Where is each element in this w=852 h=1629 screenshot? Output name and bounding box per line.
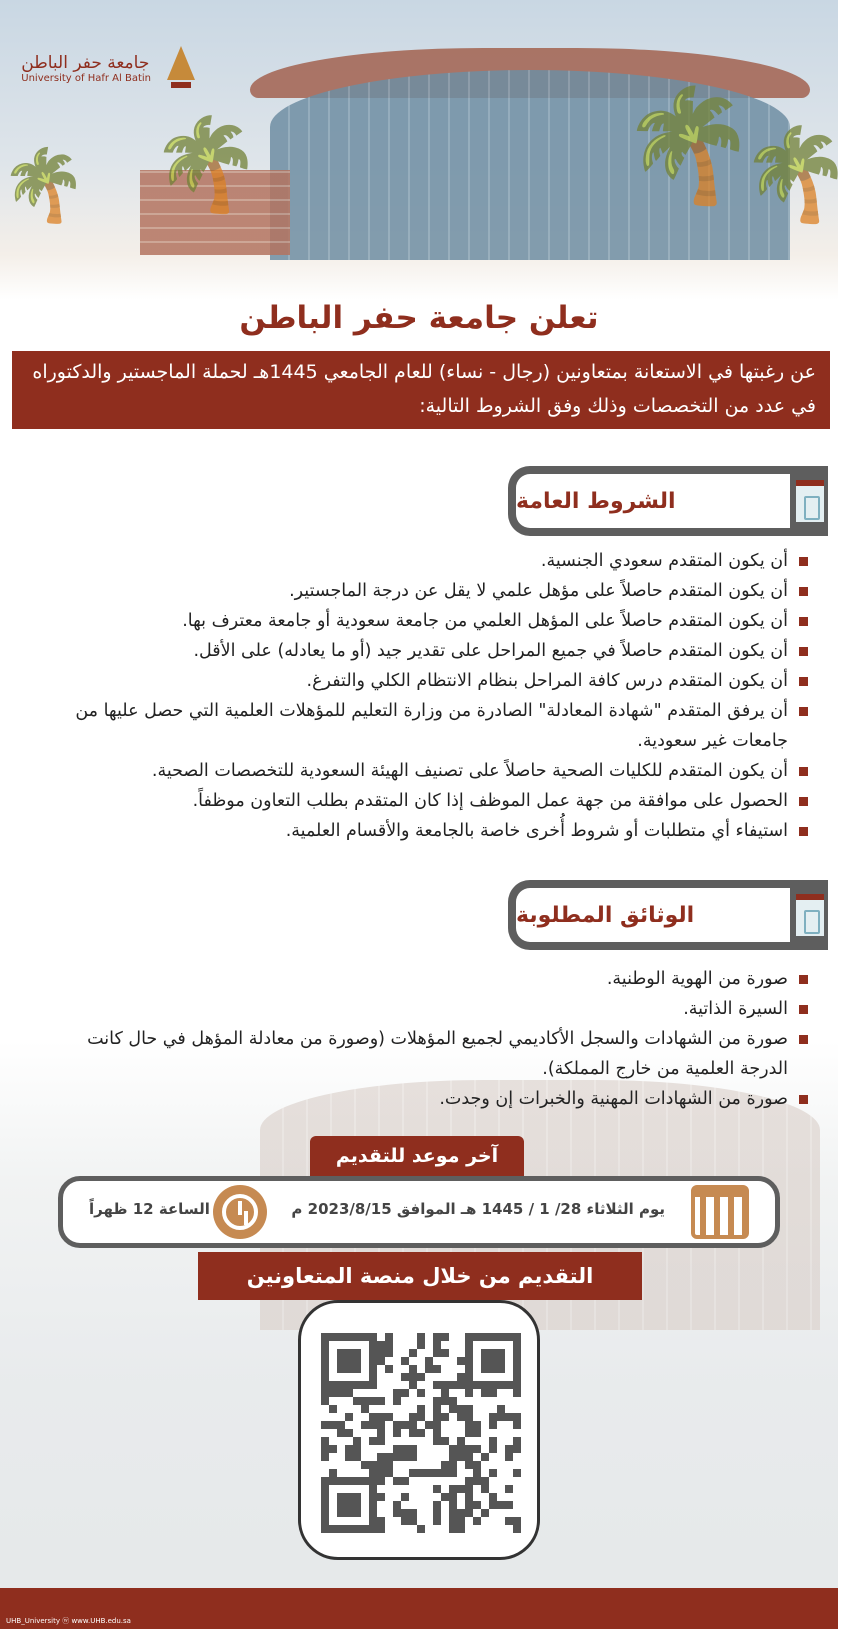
university-logo xyxy=(18,38,203,98)
palm-tree-icon: 🌴 xyxy=(0,144,88,226)
list-item: الحصول على موافقة من جهة عمل الموظف إذا كان المتقدم بطلب التعاون موظفاً. xyxy=(20,786,810,816)
list-item: صورة من الشهادات المهنية والخبرات إن وجدت. xyxy=(60,1084,810,1114)
deadline-box xyxy=(58,1176,780,1248)
required-documents-heading: الوثائق المطلوبة xyxy=(516,902,695,928)
list-item: أن يكون المتقدم درس كافة المراحل بنظام الانتظام الكلي والتفرغ. xyxy=(20,666,810,696)
palm-tree-icon: 🌴 xyxy=(620,81,757,209)
list-item: أن يكون المتقدم حاصلاً على المؤهل العلمي من جامعة سعودية أو جامعة معترف بها. xyxy=(20,606,810,636)
required-documents-list xyxy=(60,964,810,1114)
logo-arabic-name: جامعة حفر الباطن xyxy=(21,52,150,73)
list-item: أن يكون المتقدم حاصلاً على مؤهل علمي لا يقل عن درجة الماجستير. xyxy=(20,576,810,606)
list-item: أن يكون المتقدم سعودي الجنسية. xyxy=(20,546,810,576)
general-conditions-list xyxy=(20,546,810,846)
palm-tree-icon: 🌴 xyxy=(740,122,852,227)
list-item: أن يكون المتقدم للكليات الصحية حاصلاً على تصنيف الهيئة السعودية للتخصصات الصحية. xyxy=(20,756,810,786)
footer-bar xyxy=(0,1588,838,1629)
calendar-icon xyxy=(691,1185,749,1239)
footer-social-text: UHB_University ⓦ www.UHB.edu.sa xyxy=(6,1617,131,1625)
list-item: أن يكون المتقدم حاصلاً في جميع المراحل على تقدير جيد (أو ما يعادله) على الأقل. xyxy=(20,636,810,666)
university-emblem-icon xyxy=(159,42,203,94)
general-conditions-heading: الشروط العامة xyxy=(516,488,676,514)
deadline-time: الساعة 12 ظهراً xyxy=(89,1200,210,1218)
document-icon xyxy=(796,894,824,936)
list-item: صورة من الهوية الوطنية. xyxy=(60,964,810,994)
required-documents-header xyxy=(508,880,828,950)
general-conditions-header xyxy=(508,466,828,536)
list-item: استيفاء أي متطلبات أو شروط أُخرى خاصة بالجامعة والأقسام العلمية. xyxy=(20,816,810,846)
apply-platform-banner: التقديم من خلال منصة المتعاونين xyxy=(198,1252,642,1300)
list-item: السيرة الذاتية. xyxy=(60,994,810,1024)
deadline-date: يوم الثلاثاء 28/ 1 / 1445 هـ الموافق 2023/8/15 م xyxy=(291,1200,665,1218)
deadline-label: آخر موعد للتقديم xyxy=(310,1136,524,1176)
clock-icon xyxy=(213,1185,267,1239)
logo-english-name: University of Hafr Al Batin xyxy=(21,72,151,84)
qr-code-frame[interactable] xyxy=(298,1300,540,1560)
list-item: أن يرفق المتقدم "شهادة المعادلة" الصادرة من وزارة التعليم للمؤهلات العلمية التي حصل عليها من جامعات غير سعودية. xyxy=(20,696,810,756)
page-title: تعلن جامعة حفر الباطن xyxy=(239,300,599,336)
qr-code[interactable] xyxy=(321,1333,521,1533)
document-icon xyxy=(796,480,824,522)
palm-tree-icon: 🌴 xyxy=(150,112,263,217)
list-item: صورة من الشهادات والسجل الأكاديمي لجميع المؤهلات (وصورة من معادلة المؤهل في حال كانت الدرجة العلمية من خارج المملكة). xyxy=(60,1024,810,1084)
intro-banner: عن رغبتها في الاستعانة بمتعاونين (رجال - نساء) للعام الجامعي 1445هـ لحملة الماجستير والدكتوراه في عدد من التخصصات وذلك وفق الشروط التالية: xyxy=(12,351,830,429)
